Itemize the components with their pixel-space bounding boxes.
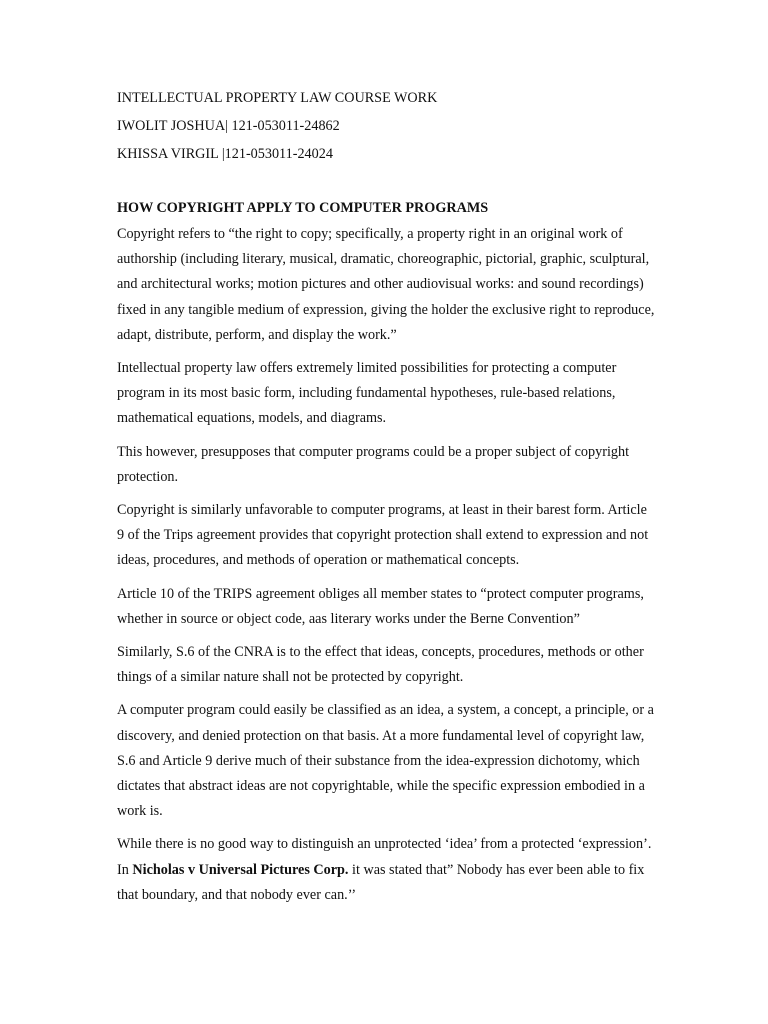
paragraph-text-before: While there is no good way to distinguish an unprotected ‘idea’ from a protected ‘expression’. In — [117, 836, 652, 878]
document-body — [117, 84, 657, 916]
paragraph-article-10: Article 10 of the TRIPS agreement obliges all member states to “protect computer programs, whether in source or object code, aas literary works under the Berne Convention” — [117, 585, 644, 627]
paragraph-copyright-definition: Copyright refers to “the right to copy; specifically, a property right in an original work of authorship (including literary, musical, dramatic, choreographic, pictorial, graphic, sculptural, and architectural works; motion pictures and other audiovisual works: and sound recordings) fixed in any tangible medium of expression, giving the holder the exclusive right to reproduce, adapt, distribute, perform, and display the work.” — [117, 226, 655, 343]
case-name: Nicholas v Universal Pictures Corp. — [132, 861, 349, 878]
paragraph-article-9: Copyright is similarly unfavorable to computer programs, at least in their barest form. Article 9 of the Trips agreement provides that copyright protection shall extend to expression and not ideas, procedures, and methods of operation or mathematical concepts. — [117, 502, 649, 569]
student-line-1: IWOLIT JOSHUA| 121-053011-24862 — [117, 118, 340, 134]
paragraph-ip-limits: Intellectual property law offers extremely limited possibilities for protecting a computer program in its most basic form, including fundamental hypotheses, rule-based relations, mathematical equations, models, and diagrams. — [117, 360, 617, 427]
student-line-2: KHISSA VIRGIL |121-053011-24024 — [117, 146, 333, 162]
paragraph-text-after: it was stated that” Nobody has ever been able to fix that boundary, and that nobody ever can.’’ — [117, 861, 645, 903]
paragraph-presupposition: This however, presupposes that computer programs could be a proper subject of copyright protection. — [117, 443, 630, 485]
section-heading: HOW COPYRIGHT APPLY TO COMPUTER PROGRAMS — [117, 200, 489, 216]
paragraph-nicholas-case — [117, 832, 657, 908]
course-title: INTELLECTUAL PROPERTY LAW COURSE WORK — [117, 90, 438, 106]
paragraph-idea-expression: A computer program could easily be classified as an idea, a system, a concept, a principle, or a discovery, and denied protection on that basis. At a more fundamental level of copyright law, S.6 and Article 9 derive much of their substance from the idea-expression dichotomy, which dictates that abstract ideas are not copyrightable, while the specific expression embodied in a work is. — [117, 702, 654, 820]
paragraph-cnra: Similarly, S.6 of the CNRA is to the effect that ideas, concepts, procedures, methods or other things of a similar nature shall not be protected by copyright. — [117, 644, 644, 686]
